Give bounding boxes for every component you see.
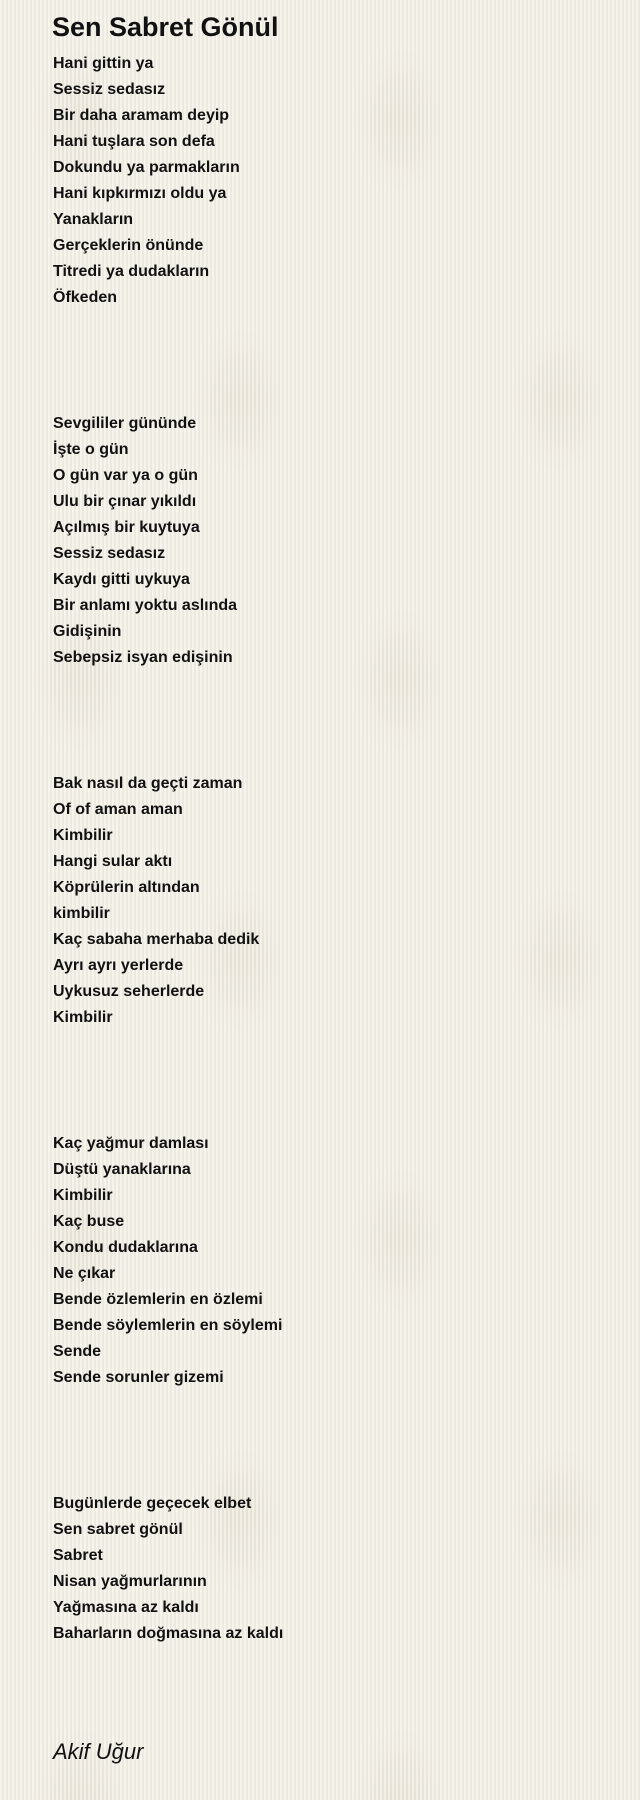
poem-line: Köprülerin altından	[53, 879, 200, 896]
poem-line: Sabret	[53, 1547, 103, 1564]
poem-line: Gerçeklerin önünde	[53, 237, 204, 254]
poem-line: Sende	[53, 1343, 102, 1360]
poem-line: Açılmış bir kuytuya	[53, 519, 200, 536]
poem-line: Sen sabret gönül	[53, 1521, 183, 1538]
poem-line: Kimbilir	[53, 1009, 113, 1026]
poem-line: Hangi sular aktı	[53, 853, 173, 870]
poem-line: Bir anlamı yoktu aslında	[53, 597, 238, 614]
stanza-2	[53, 411, 237, 671]
poem-line: Sende sorunler gizemi	[53, 1369, 224, 1386]
poem-line: Kaydı gitti uykuya	[53, 571, 190, 588]
poem-line: Yanakların	[53, 211, 134, 228]
stanza-5	[53, 1491, 283, 1647]
poem-line: Gidişinin	[53, 623, 122, 640]
poem-line: Dokundu ya parmakların	[53, 159, 240, 176]
poem-line: Düştü yanaklarına	[53, 1161, 191, 1178]
poem-line: Bak nasıl da geçti zaman	[53, 775, 243, 792]
poem-line: Ne çıkar	[53, 1265, 116, 1282]
poem-line: Ayrı ayrı yerlerde	[53, 957, 184, 974]
poem-line: Sevgililer gününde	[53, 415, 197, 432]
stanza-4	[53, 1131, 282, 1391]
poem-line: Kaç buse	[53, 1213, 125, 1230]
poem-line: kimbilir	[53, 905, 110, 922]
poem-line: Öfkeden	[53, 289, 118, 306]
poem-title: Sen Sabret Gönül	[52, 12, 279, 42]
stanza-3	[53, 771, 259, 1031]
poem-line: Kaç sabaha merhaba dedik	[53, 931, 260, 948]
poem-line: Ulu bir çınar yıkıldı	[53, 493, 197, 510]
poem-line: Hani gittin ya	[53, 55, 154, 72]
poem-line: Of of aman aman	[53, 801, 183, 818]
poem-line: Hani kıpkırmızı oldu ya	[53, 185, 227, 202]
poem-line: O gün var ya o gün	[53, 467, 198, 484]
poem-line: Baharların doğmasına az kaldı	[53, 1625, 284, 1642]
poem-author: Akif Uğur	[53, 1739, 144, 1764]
poem-line: Bugünlerde geçecek elbet	[53, 1495, 252, 1512]
poem-line: İşte o gün	[53, 441, 129, 458]
poem-line: Uykusuz seherlerde	[53, 983, 205, 1000]
poem-line: Sessiz sedasız	[53, 81, 166, 98]
poem-line: Kaç yağmur damlası	[53, 1135, 209, 1152]
poem-line: Sebepsiz isyan edişinin	[53, 649, 233, 666]
poem-line: Kimbilir	[53, 827, 113, 844]
poem-line: Yağmasına az kaldı	[53, 1599, 199, 1616]
poem-line: Sessiz sedasız	[53, 545, 166, 562]
poem-line: Bir daha aramam deyip	[53, 107, 230, 124]
poem-line: Bende özlemlerin en özlemi	[53, 1291, 263, 1308]
poem-line: Bende söylemlerin en söylemi	[53, 1317, 283, 1334]
poem-line: Kondu dudaklarına	[53, 1239, 198, 1256]
poem-line: Nisan yağmurlarının	[53, 1573, 207, 1590]
poem-line: Kimbilir	[53, 1187, 113, 1204]
poem-line: Hani tuşlara son defa	[53, 133, 215, 150]
stanza-1	[53, 51, 240, 311]
poem-line: Titredi ya dudakların	[53, 263, 210, 280]
